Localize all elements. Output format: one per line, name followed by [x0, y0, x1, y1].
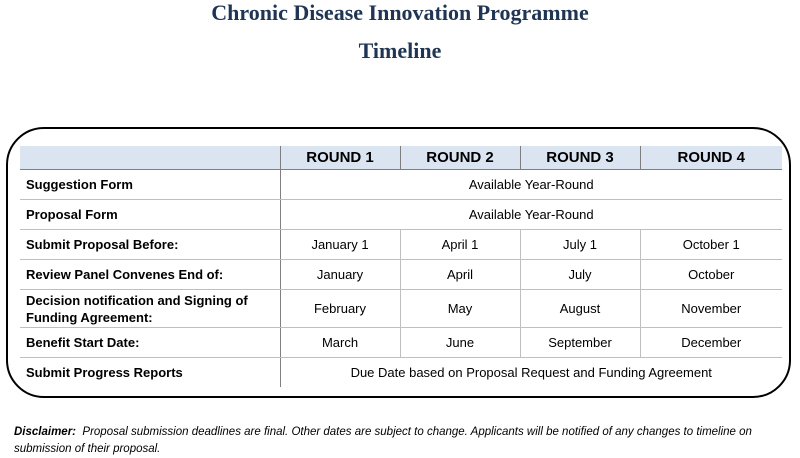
- row-value-progress-reports: Due Date based on Proposal Request and Funding Agreement: [280, 358, 782, 388]
- cell-benefit-round-4: December: [640, 328, 782, 358]
- cell-benefit-round-1: March: [280, 328, 400, 358]
- row-value-proposal-form: Available Year-Round: [280, 200, 782, 230]
- row-label-progress-reports: Submit Progress Reports: [26, 365, 183, 380]
- cell-submit-round-1: January 1: [280, 230, 400, 260]
- header-blank-cell: [20, 146, 280, 170]
- header-round-3: ROUND 3: [520, 146, 640, 170]
- cell-review-round-3: July: [520, 260, 640, 290]
- cell-decision-round-4: November: [640, 290, 782, 328]
- row-label-benefit-start: Benefit Start Date:: [20, 328, 280, 358]
- cell-review-round-2: April: [400, 260, 520, 290]
- row-label-decision-notification: Decision notification and Signing of Funding Agreement:: [20, 290, 280, 328]
- table-row: [20, 200, 782, 230]
- row-label-suggestion-form: Suggestion Form: [20, 170, 280, 200]
- cell-submit-round-3: July 1: [520, 230, 640, 260]
- cell-decision-round-1: February: [280, 290, 400, 328]
- cell-benefit-round-2: June: [400, 328, 520, 358]
- cell-benefit-round-3: September: [520, 328, 640, 358]
- document-title: Chronic Disease Innovation Programme: [211, 0, 589, 25]
- cell-decision-round-2: May: [400, 290, 520, 328]
- row-label-submit-proposal: Submit Proposal Before:: [20, 230, 280, 260]
- table-row: [20, 290, 782, 328]
- timeline-table: [20, 146, 782, 387]
- table-header-row: [20, 146, 782, 170]
- row-label-proposal-form: Proposal Form: [20, 200, 280, 230]
- table-row: [20, 230, 782, 260]
- disclaimer: [14, 424, 796, 458]
- table-row: [20, 170, 782, 200]
- cell-submit-round-2: April 1: [400, 230, 520, 260]
- header-round-1: ROUND 1: [280, 146, 400, 170]
- header-round-4: ROUND 4: [640, 146, 782, 170]
- table-row: [20, 358, 782, 388]
- row-value-suggestion-form: Available Year-Round: [280, 170, 782, 200]
- cell-decision-round-3: August: [520, 290, 640, 328]
- disclaimer-text: Proposal submission deadlines are final. Other dates are subject to change. Applicants will be notified of any changes to timeline on submission of their proposal.: [14, 426, 752, 455]
- table-row: [20, 328, 782, 358]
- cell-review-round-1: January: [280, 260, 400, 290]
- disclaimer-lead: Disclaimer:: [14, 426, 77, 438]
- cell-review-round-4: October: [640, 260, 782, 290]
- table-row: [20, 260, 782, 290]
- document-subtitle: Timeline: [358, 38, 442, 63]
- header-round-2: ROUND 2: [400, 146, 520, 170]
- row-label-review-panel: Review Panel Convenes End of:: [20, 260, 280, 290]
- cell-submit-round-4: October 1: [640, 230, 782, 260]
